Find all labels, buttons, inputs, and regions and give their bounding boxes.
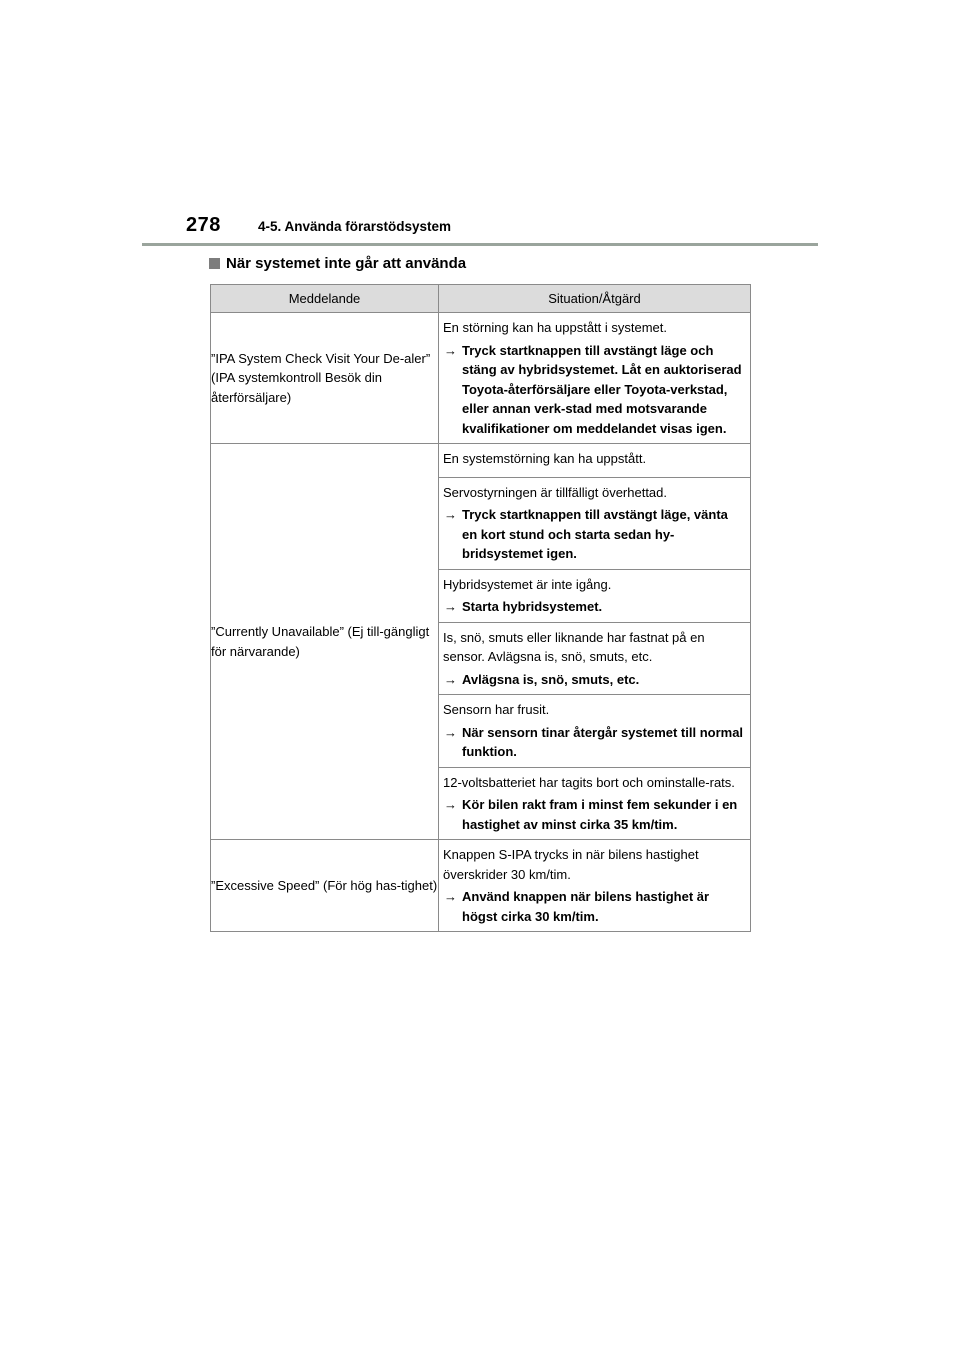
- situation-cell: [439, 313, 751, 444]
- situation-text: Servostyrningen är tillfälligt överhettad.: [443, 484, 668, 500]
- table-row: [211, 444, 751, 840]
- action-text: Tryck startknappen till avstängt läge och stäng av hybridsystemet. Låt en auktoriserad Toyota-återförsäljare eller Toyota-verkstad, eller annan verk-stad med motsvarande kvalifikationer om meddelandet visas igen.: [462, 342, 742, 436]
- table-body: [211, 313, 751, 932]
- action-item: [443, 505, 745, 564]
- arrow-right-icon: →: [444, 889, 457, 904]
- situation-cell: [439, 840, 751, 932]
- situation-text: Hybridsystemet är inte igång.: [443, 576, 612, 592]
- action-item: [443, 723, 745, 762]
- situation-entry: [439, 569, 750, 622]
- arrow-right-icon: →: [444, 507, 457, 522]
- column-header-message: Meddelande: [211, 285, 439, 313]
- column-header-situation: Situation/Åtgärd: [439, 285, 751, 313]
- header-divider: [142, 243, 818, 246]
- situation-entry: [439, 622, 750, 695]
- section-heading: [209, 255, 466, 272]
- action-item: [443, 670, 745, 690]
- arrow-right-icon: →: [444, 599, 457, 614]
- arrow-right-icon: →: [444, 797, 457, 812]
- action-text: Tryck startknappen till avstängt läge, vänta en kort stund och starta sedan hy-bridsystemet igen.: [462, 507, 728, 561]
- message-cell: ”Currently Unavailable” (Ej till-gängligt för närvarande): [211, 444, 439, 840]
- arrow-right-icon: →: [444, 342, 457, 358]
- situation-entry: [439, 694, 750, 767]
- message-cell: ”IPA System Check Visit Your De-aler” (IPA systemkontroll Besök din återförsäljare): [211, 313, 439, 444]
- situation-entry: [439, 313, 750, 443]
- table-row: [211, 840, 751, 932]
- situation-cell: [439, 444, 751, 840]
- table-header-row: [211, 285, 751, 313]
- chapter-title: 4-5. Använda förarstödsystem: [258, 219, 452, 234]
- action-text: Avlägsna is, snö, smuts, etc.: [462, 671, 640, 687]
- action-item: [443, 887, 745, 926]
- situation-text: 12-voltsbatteriet har tagits bort och ominstalle-rats.: [443, 774, 735, 790]
- message-table: [210, 284, 751, 932]
- square-bullet-icon: [209, 258, 220, 269]
- action-item: [443, 795, 745, 834]
- situation-text: Is, snö, smuts eller liknande har fastnat på en sensor. Avlägsna is, snö, smuts, etc.: [443, 629, 705, 664]
- arrow-right-icon: →: [444, 671, 457, 687]
- message-cell: ”Excessive Speed” (För hög has-tighet): [211, 840, 439, 932]
- action-text: Starta hybridsystemet.: [462, 599, 603, 614]
- situation-entry: [439, 477, 750, 569]
- page-number: 278: [186, 214, 221, 236]
- action-item: [443, 597, 745, 617]
- section-heading-text: När systemet inte går att använda: [226, 255, 467, 272]
- action-item: [443, 341, 745, 439]
- situation-entry: [439, 444, 750, 477]
- action-text: Använd knappen när bilens hastighet är högst cirka 30 km/tim.: [462, 889, 710, 924]
- situation-entry: [439, 840, 750, 931]
- situation-entry: [439, 767, 750, 840]
- situation-text: En störning kan ha uppstått i systemet.: [443, 320, 668, 335]
- arrow-right-icon: →: [444, 724, 457, 740]
- action-text: Kör bilen rakt fram i minst fem sekunder i en hastighet av minst cirka 35 km/tim.: [462, 797, 738, 832]
- table-row: [211, 313, 751, 444]
- situation-text: Knappen S-IPA trycks in när bilens hastighet överskrider 30 km/tim.: [443, 847, 699, 882]
- situation-text: En systemstörning kan ha uppstått.: [443, 451, 647, 466]
- situation-text: Sensorn har frusit.: [443, 702, 550, 717]
- action-text: När sensorn tinar återgår systemet till normal funktion.: [462, 724, 744, 759]
